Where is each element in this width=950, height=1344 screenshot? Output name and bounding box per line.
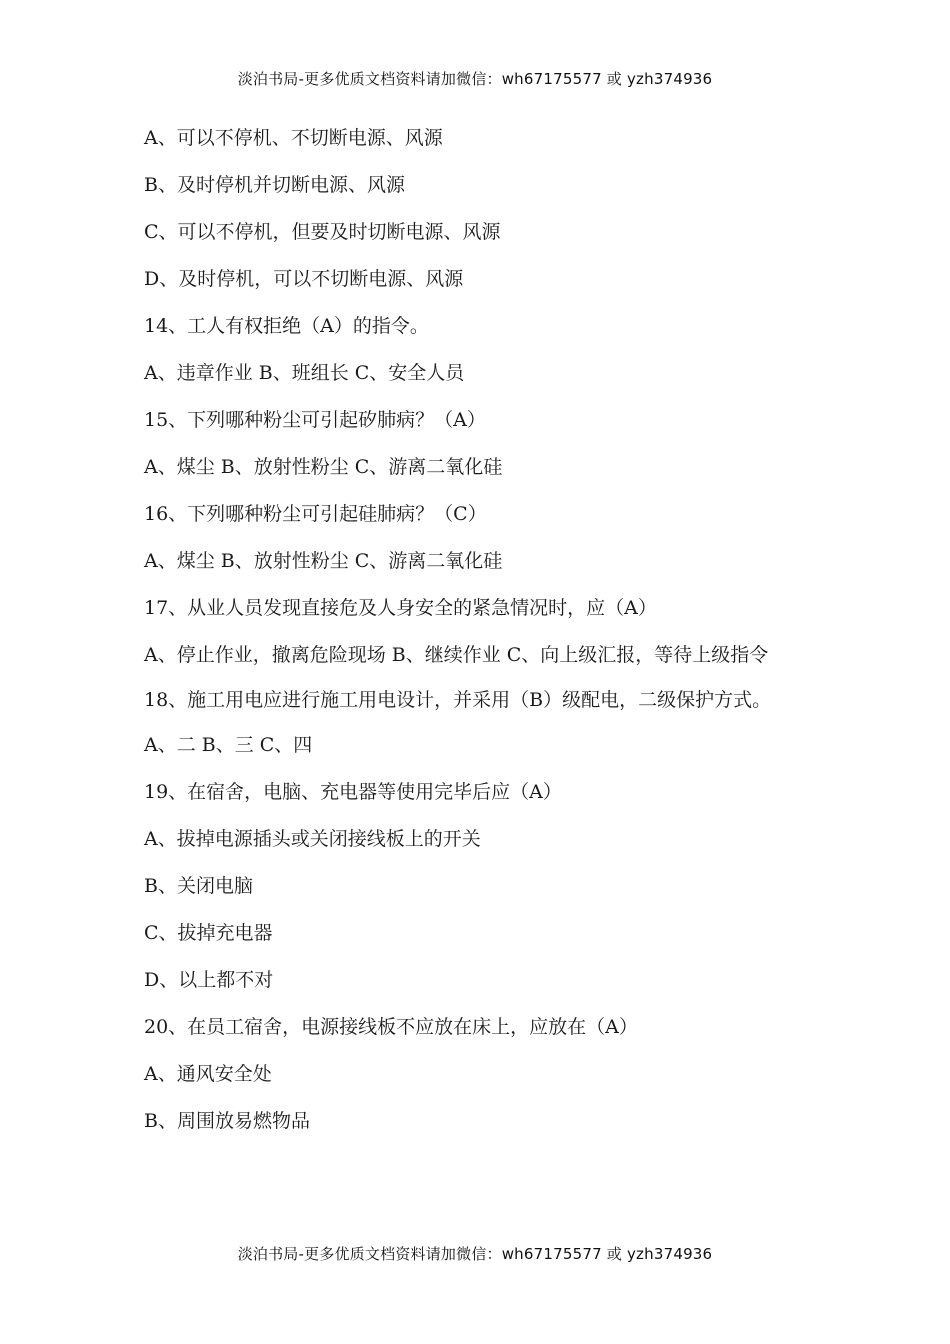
options-q15: A、煤尘 B、放射性粉尘 C、游离二氧化硅 — [144, 456, 503, 478]
question-18: 18、施工用电应进行施工用电设计，并采用（B）级配电，二级保护方式。 — [144, 689, 772, 711]
options-q14: A、违章作业 B、班组长 C、安全人员 — [144, 362, 465, 384]
option-a-q13: A、可以不停机、不切断电源、风源 — [144, 127, 443, 149]
document-body — [144, 126, 806, 1156]
question-16: 16、下列哪种粉尘可引起硅肺病？（C） — [144, 503, 487, 525]
option-a-q19: A、拔掉电源插头或关闭接线板上的开关 — [144, 828, 481, 850]
options-q17: A、停止作业，撤离危险现场 B、继续作业 C、向上级汇报，等待上级指令 — [144, 644, 769, 666]
option-c-q19: C、拔掉充电器 — [144, 922, 273, 944]
question-19: 19、在宿舍，电脑、充电器等使用完毕后应（A） — [144, 781, 562, 803]
option-c-q13: C、可以不停机，但要及时切断电源、风源 — [144, 221, 501, 243]
options-q16: A、煤尘 B、放射性粉尘 C、游离二氧化硅 — [144, 550, 503, 572]
option-a-q20: A、通风安全处 — [144, 1063, 272, 1085]
option-d-q13: D、及时停机，可以不切断电源、风源 — [144, 268, 464, 290]
question-20: 20、在员工宿舍，电源接线板不应放在床上，应放在（A） — [144, 1016, 638, 1038]
page-footer-watermark: 淡泊书局-更多优质文档资料请加微信：wh67175577 或 yzh374936 — [237, 1245, 713, 1263]
option-d-q19: D、以上都不对 — [144, 969, 274, 991]
question-14: 14、工人有权拒绝（A）的指令。 — [144, 315, 429, 337]
options-q18: A、二 B、三 C、四 — [144, 734, 313, 756]
page-header-watermark: 淡泊书局-更多优质文档资料请加微信：wh67175577 或 yzh374936 — [237, 70, 713, 88]
option-b-q13: B、及时停机并切断电源、风源 — [144, 174, 405, 196]
question-15: 15、下列哪种粉尘可引起矽肺病？（A） — [144, 409, 486, 431]
option-b-q19: B、关闭电脑 — [144, 875, 253, 897]
question-17: 17、从业人员发现直接危及人身安全的紧急情况时，应（A） — [144, 597, 657, 619]
option-b-q20: B、周围放易燃物品 — [144, 1110, 310, 1132]
